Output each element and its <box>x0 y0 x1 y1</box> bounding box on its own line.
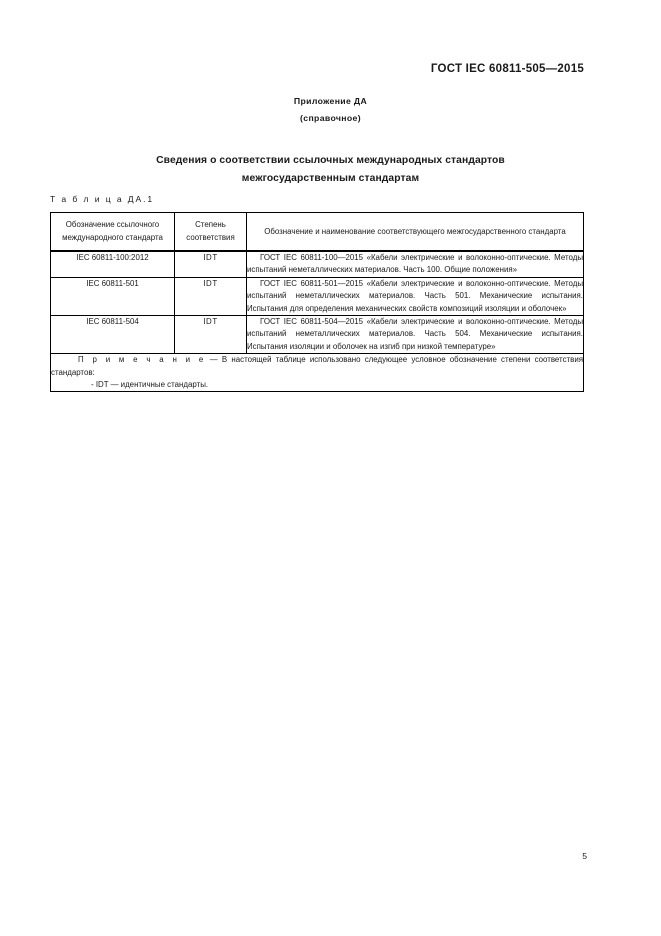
page-title <box>78 152 583 187</box>
table-row <box>51 277 584 315</box>
table-note-item: - IDT — идентичные стандарты. <box>91 380 209 390</box>
table-header-degree: Степень соответствия <box>175 213 247 252</box>
cell-corresponding-standard: ГОСТ IEC 60811-501—2015 «Кабели электрические и волоконно-оптические. Методы испытаний неметаллических материалов. Часть 501. Механические испытания. Испытания для определения механических свойств композиций изоляции и оболочек» <box>247 277 584 315</box>
table-header-reference: Обозначение ссылочного международного стандарта <box>51 213 175 252</box>
page-number: 5 <box>582 851 587 861</box>
table-note-row <box>51 354 584 392</box>
annex-heading-block <box>0 93 661 127</box>
cell-reference-standard: IEC 60811-100:2012 <box>51 251 175 277</box>
annex-subtitle: (справочное) <box>300 113 361 123</box>
cell-corresponding-standard: ГОСТ IEC 60811-100—2015 «Кабели электрические и волоконно-оптические. Методы испытаний неметаллических материалов. Часть 100. Общие положения» <box>247 251 584 277</box>
page-title-line-2: межгосударственным стандартам <box>241 172 420 184</box>
table-row <box>51 316 584 354</box>
table-caption: Т а б л и ц а ДА.1 <box>50 194 155 204</box>
standards-correspondence-table <box>50 212 584 392</box>
cell-corresponding-standard: ГОСТ IEC 60811-504—2015 «Кабели электрические и волоконно-оптические. Методы испытаний неметаллических материалов. Часть 504. Механические испытания. Испытания изоляции и оболочек на изгиб при низкой температуре» <box>247 316 584 354</box>
page-title-line-1: Сведения о соответствии ссылочных международных стандартов <box>156 155 505 166</box>
table-header-row <box>51 213 584 252</box>
document-header-standard-number: ГОСТ IEC 60811-505—2015 <box>430 63 584 75</box>
cell-reference-standard: IEC 60811-501 <box>51 277 175 315</box>
table-note-text <box>51 354 583 379</box>
cell-reference-standard: IEC 60811-504 <box>51 316 175 354</box>
cell-degree-of-correspondence: IDT <box>175 316 247 354</box>
table-row <box>51 251 584 277</box>
table-note <box>51 354 584 392</box>
cell-degree-of-correspondence: IDT <box>175 251 247 277</box>
table-note-body: — В настоящей таблице использовано следующее условное обозначение степени соответствия стандартов: <box>51 355 584 377</box>
table-header-correspondence: Обозначение и наименование соответствующего межгосударственного стандарта <box>247 213 584 252</box>
table-note-label: П р и м е ч а н и е <box>78 355 206 365</box>
annex-title: Приложение ДА <box>293 96 368 106</box>
cell-degree-of-correspondence: IDT <box>175 277 247 315</box>
